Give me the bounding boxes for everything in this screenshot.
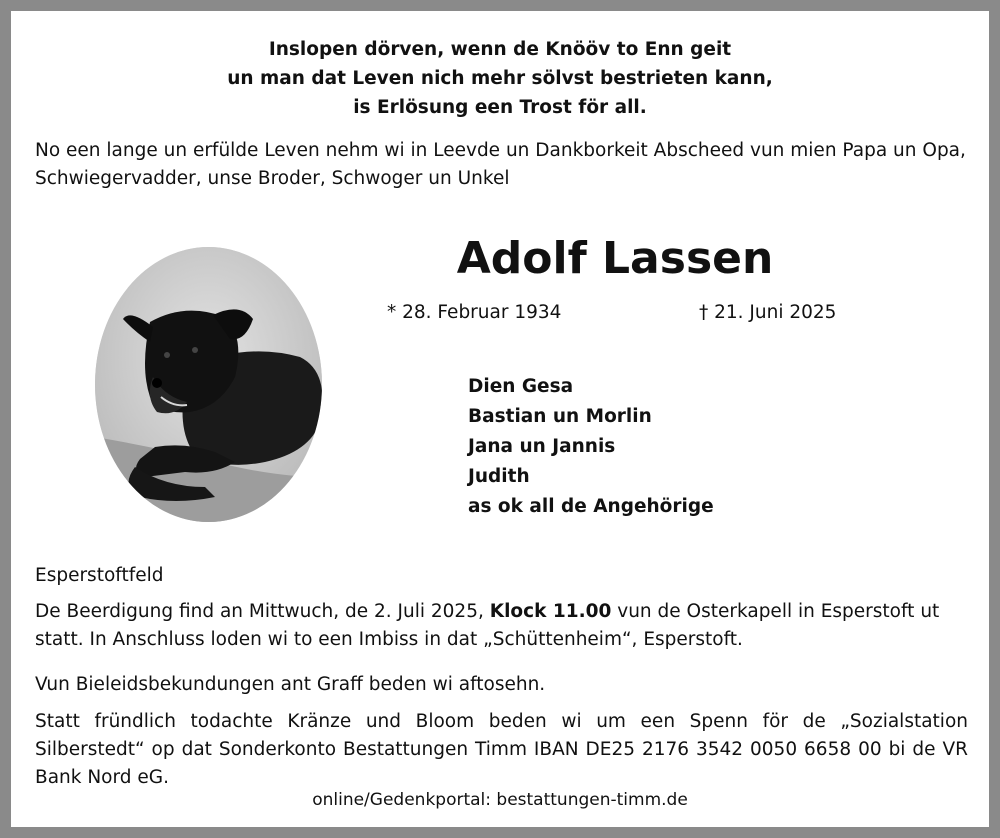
deceased-name: Adolf Lassen xyxy=(456,233,774,284)
mourners-list xyxy=(468,372,714,522)
death-date: † 21. Juni 2025 xyxy=(699,302,837,323)
dog-photo xyxy=(95,247,322,522)
place-name: Esperstoftfeld xyxy=(35,565,164,586)
funeral-text: De Beerdigung find an Mittwuch, de 2. Juli 2025, xyxy=(35,601,490,622)
funeral-text-continued: vun de Osterkapell in Esperstoft ut statt. In Anschluss loden wi to een Imbiss in dat „Schüttenheim“, Esperstoft. xyxy=(35,601,940,650)
motto-verse xyxy=(11,35,989,122)
donation-note: Statt fründlich todachte Kränze und Bloom beden wi um een Spenn för de „Sozialstation Silberstedt“ op dat Sonderkonto Bestattungen Timm IBAN DE25 2176 3542 0050 6658 00 bi de VR Bank Nord eG. xyxy=(35,711,968,788)
motto-line: Inslopen dörven, wenn de Knööv to Enn geit xyxy=(268,39,732,60)
motto-line: is Erlösung een Trost för all. xyxy=(353,97,647,118)
mourner-entry: Dien Gesa xyxy=(468,376,574,397)
funeral-notice xyxy=(35,598,975,654)
condolence-note: Vun Bieleidsbekundungen ant Graff beden wi aftosehn. xyxy=(35,674,546,695)
memorial-portal-link[interactable]: online/Gedenkportal: bestattungen-timm.de xyxy=(312,790,688,810)
birth-date: * 28. Februar 1934 xyxy=(387,302,562,323)
mourner-entry: Judith xyxy=(468,466,530,487)
funeral-time: Klock 11.00 xyxy=(489,601,612,622)
mourner-entry: as ok all de Angehörige xyxy=(468,496,714,517)
intro-text: No een lange un erfülde Leven nehm wi in Leevde un Dankborkeit Abscheed vun mien Papa un Opa, Schwiegervadder, unse Broder, Schwoger un Unkel xyxy=(35,140,966,189)
obituary-card xyxy=(11,11,989,827)
mourner-entry: Bastian un Morlin xyxy=(468,406,652,427)
motto-line: un man dat Leven nich mehr sölvst bestrieten kann, xyxy=(227,68,773,89)
mourner-entry: Jana un Jannis xyxy=(468,436,616,457)
